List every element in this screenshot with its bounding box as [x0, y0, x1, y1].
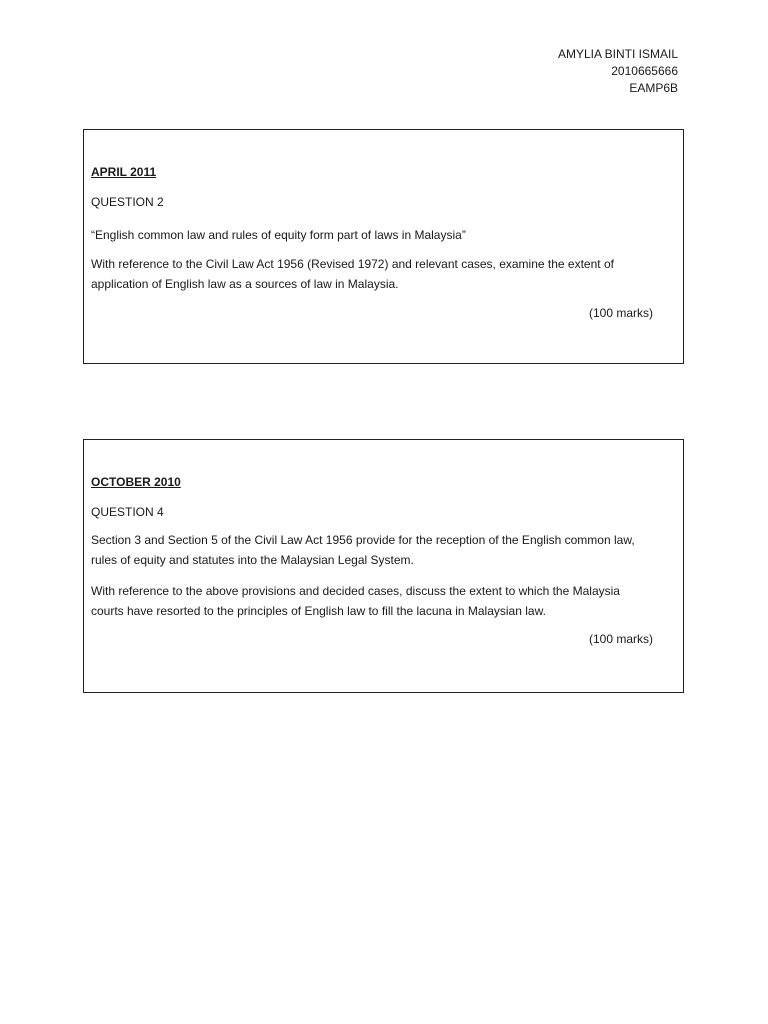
student-info [558, 46, 678, 97]
exam-date: APRIL 2011 [91, 165, 157, 179]
marks-label: (100 marks) [588, 632, 653, 646]
question-box-october-2010 [83, 439, 684, 693]
student-id: 2010665666 [611, 64, 678, 78]
question-number: QUESTION 2 [91, 195, 164, 209]
class-code: EAMP6B [629, 81, 678, 95]
student-name: AMYLIA BINTI ISMAIL [557, 47, 678, 61]
exam-date: OCTOBER 2010 [91, 475, 181, 489]
question-context: Section 3 and Section 5 of the Civil Law Act 1956 provide for the reception of the English common law, rules of equity and statutes into the Malaysian Legal System. [91, 533, 635, 567]
question-text: With reference to the Civil Law Act 1956 (Revised 1972) and relevant cases, examine the extent of application of English law as a sources of law in Malaysia. [91, 257, 614, 291]
question-number: QUESTION 4 [91, 505, 164, 519]
question-quote: “English common law and rules of equity form part of laws in Malaysia” [91, 228, 466, 242]
question-text: With reference to the above provisions and decided cases, discuss the extent to which the Malaysia courts have resorted to the principles of English law to fill the lacuna in Malaysian law. [91, 584, 620, 618]
marks-label: (100 marks) [588, 306, 653, 320]
question-box-april-2011 [83, 129, 684, 364]
